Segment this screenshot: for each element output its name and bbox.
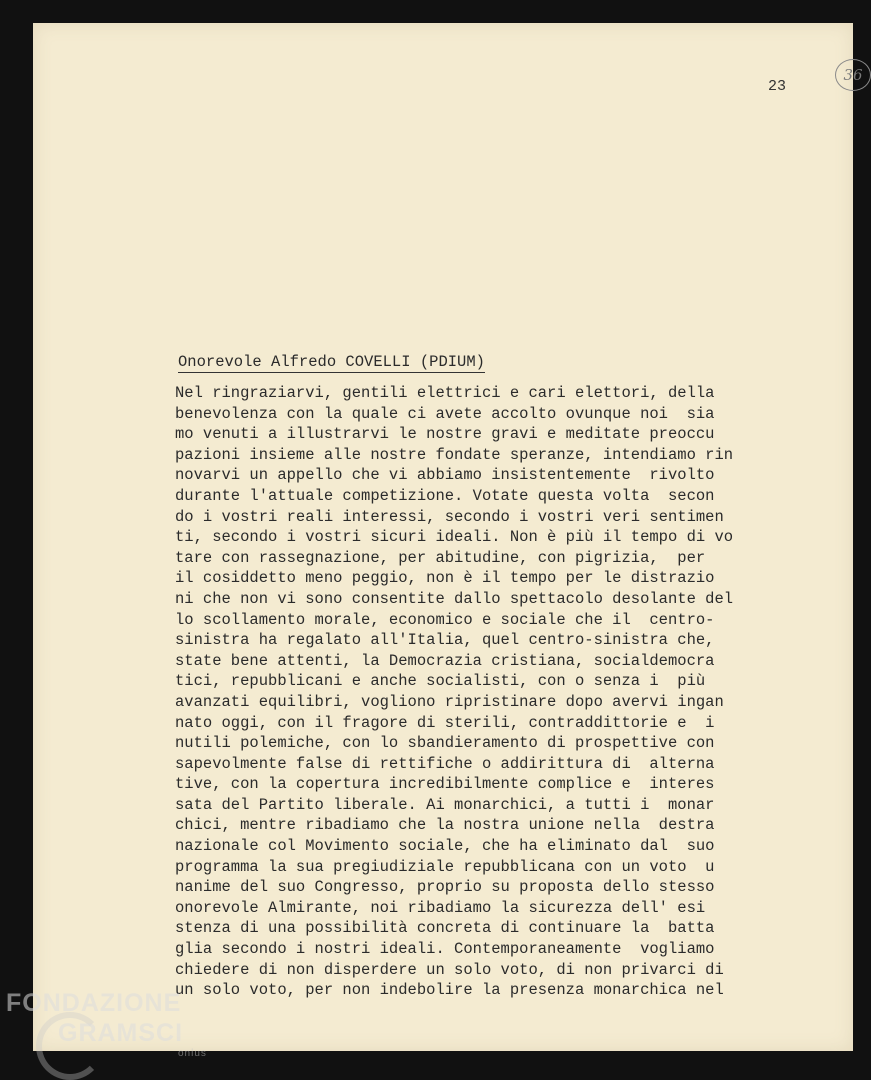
speech-line: avanzati equilibri, vogliono ripristinare dopo avervi ingan: [175, 692, 724, 711]
speaker-heading: Onorevole Alfredo COVELLI (PDIUM): [178, 353, 485, 371]
speech-line: nutili polemiche, con lo sbandieramento di prospettive con: [175, 734, 715, 753]
speech-body: [175, 383, 795, 1001]
speech-line: sinistra ha regalato all'Italia, quel centro-sinistra che,: [175, 631, 715, 650]
speech-line: glia secondo i nostri ideali. Contemporaneamente vogliamo: [175, 940, 715, 959]
speech-line: mo venuti a illustrarvi le nostre gravi e meditate preoccu: [175, 425, 715, 444]
speech-line: novarvi un appello che vi abbiamo insistentemente rivolto: [175, 466, 715, 485]
speech-line: tici, repubblicani e anche socialisti, con o senza i più: [175, 672, 706, 691]
speech-line: ti, secondo i vostri sicuri ideali. Non è più il tempo di vo: [175, 528, 734, 547]
speech-line: benevolenza con la quale ci avete accolto ovunque noi sia: [175, 404, 715, 423]
speech-line: onorevole Almirante, noi ribadiamo la sicurezza dell' esi: [175, 898, 706, 917]
speech-line: pazioni insieme alle nostre fondate speranze, intendiamo rin: [175, 445, 734, 464]
speech-line: state bene attenti, la Democrazia cristiana, socialdemocra: [175, 651, 715, 670]
speech-line: do i vostri reali interessi, secondo i vostri veri sentimen: [175, 507, 724, 526]
speech-line: nato oggi, con il fragore di sterili, contraddittorie e i: [175, 713, 715, 732]
speech-line: tive, con la copertura incredibilmente complice e interes: [175, 775, 715, 794]
speech-line: chiedere di non disperdere un solo voto, di non privarci di: [175, 960, 724, 979]
speech-line: chici, mentre ribadiamo che la nostra unione nella destra: [175, 816, 715, 835]
archive-number: 36: [843, 66, 863, 84]
speech-line: nazionale col Movimento sociale, che ha eliminato dal suo: [175, 837, 715, 856]
speech-line: ni che non vi sono consentite dallo spettacolo desolante del: [175, 589, 734, 608]
watermark-line2: GRAMSCI: [58, 1019, 184, 1047]
speech-line: lo scollamento morale, economico e sociale che il centro-: [175, 610, 715, 629]
speech-line: un solo voto, per non indebolire la presenza monarchica nel: [175, 981, 724, 1000]
speech-line: tare con rassegnazione, per abitudine, con pigrizia, per: [175, 548, 706, 567]
speech-line: nanime del suo Congresso, proprio su proposta dello stesso: [175, 878, 715, 897]
speech-line: sapevolmente false di rettifiche o addirittura di alterna: [175, 754, 715, 773]
watermark-logo: [6, 988, 207, 1060]
speech-line: programma la sua pregiudiziale repubblicana con un voto u: [175, 857, 715, 876]
speech-line: sata del Partito liberale. Ai monarchici, a tutti i monar: [175, 795, 715, 814]
speech-line: il cosiddetto meno peggio, non è il tempo per le distrazio: [175, 569, 715, 588]
speech-line: durante l'attuale competizione. Votate questa volta secon: [175, 486, 715, 505]
speech-line: stenza di una possibilità concreta di continuare la batta: [175, 919, 715, 938]
speech-line: Nel ringraziarvi, gentili elettrici e cari elettori, della: [175, 384, 715, 402]
watermark-line3: onlus: [178, 1048, 207, 1059]
page-number: 23: [768, 78, 787, 95]
watermark-line1: FONDAZIONE: [6, 989, 182, 1017]
archive-number-stamp: [835, 59, 871, 91]
